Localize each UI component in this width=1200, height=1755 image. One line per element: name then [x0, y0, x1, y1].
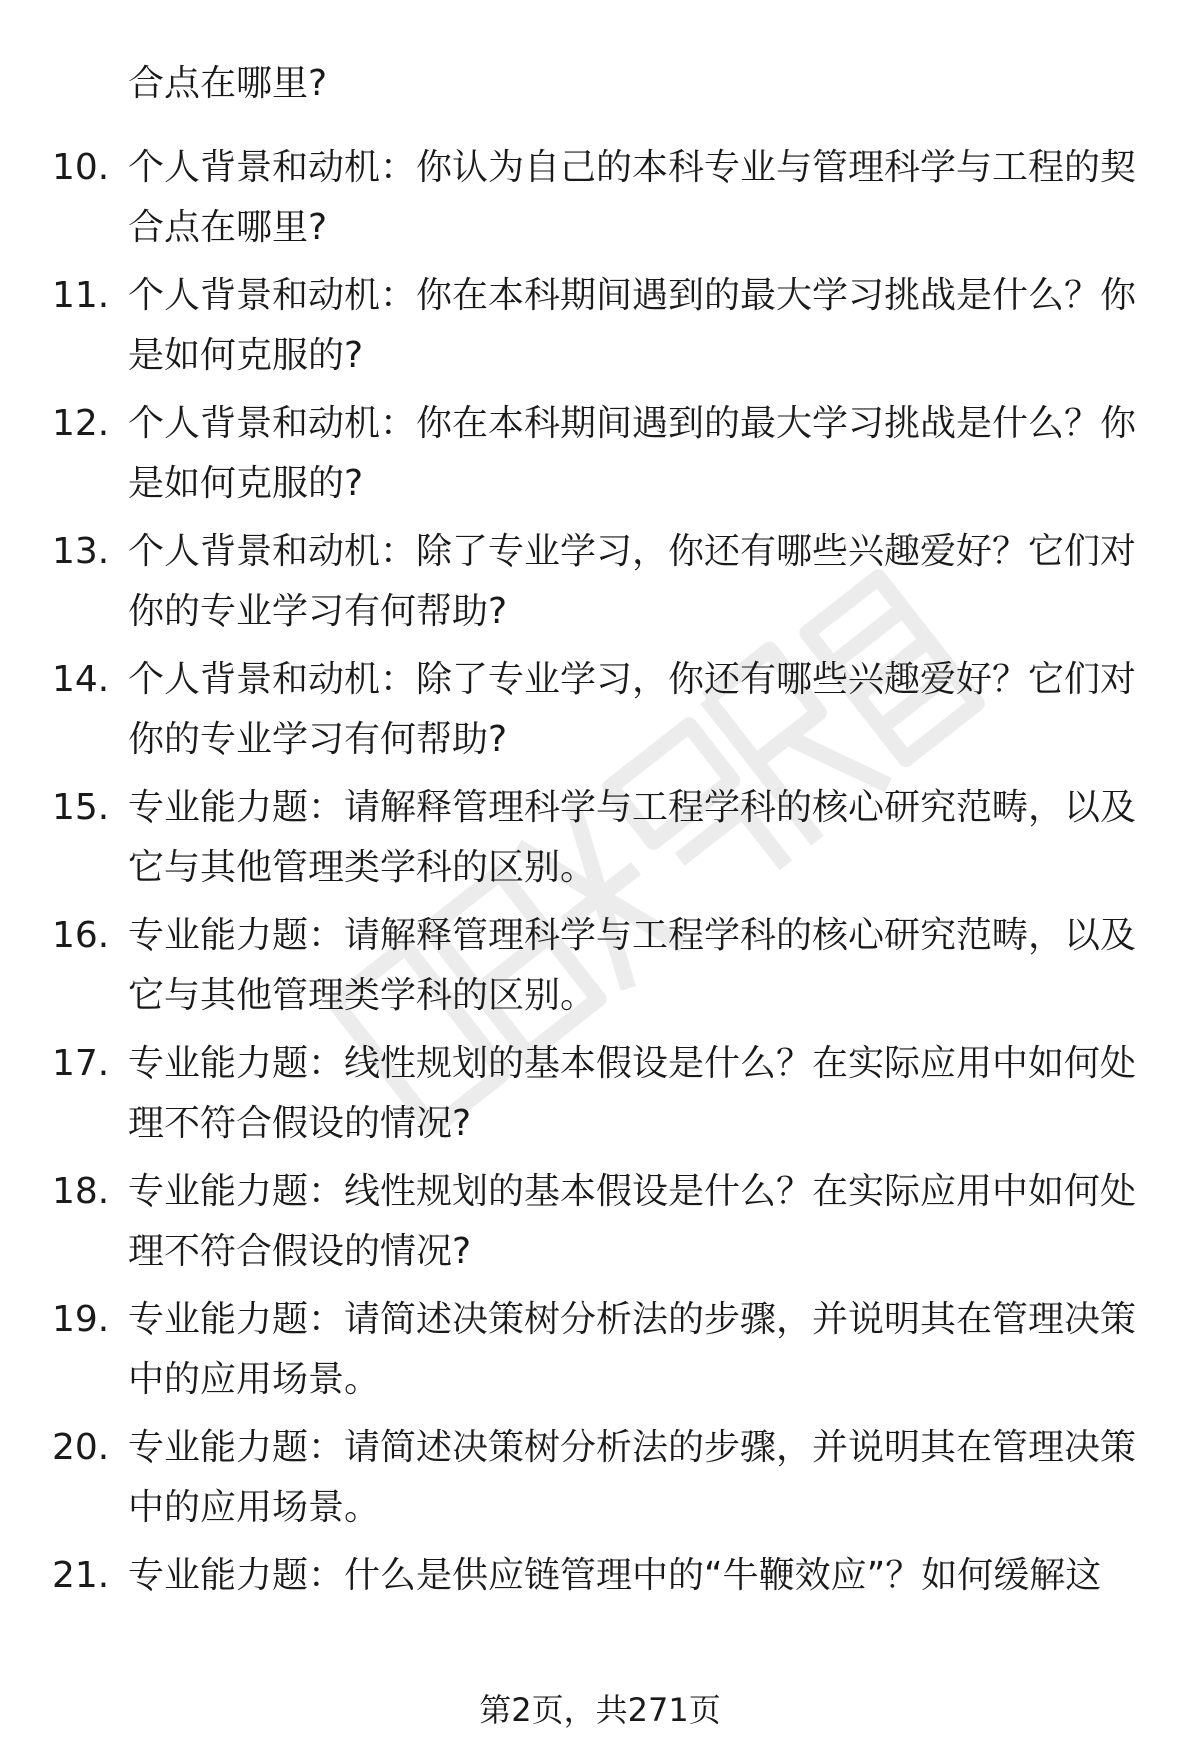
question-line: 理不符合假设的情况? — [128, 1231, 472, 1272]
question-line: 合点在哪里? — [128, 207, 328, 248]
question-number: 15. — [52, 787, 110, 828]
question-line: 是如何克服的? — [128, 335, 364, 376]
question-text — [128, 906, 1138, 1026]
list-item — [0, 1162, 1200, 1290]
question-text — [128, 138, 1138, 258]
question-text — [128, 522, 1138, 642]
list-item — [0, 266, 1200, 394]
list-item — [0, 1290, 1200, 1418]
page-footer: 第2页，共271页 — [479, 1691, 721, 1729]
question-text — [128, 1418, 1138, 1538]
list-item — [0, 138, 1200, 266]
question-number: 19. — [52, 1299, 110, 1340]
question-text — [128, 1034, 1138, 1154]
list-item — [0, 1546, 1200, 1674]
question-line: 中的应用场景。 — [128, 1487, 381, 1528]
list-item — [0, 650, 1200, 778]
question-number: 11. — [52, 275, 110, 316]
question-line: 专业能力题：什么是供应链管理中的“牛鞭效应”？如何缓解这 — [128, 1555, 1102, 1596]
list-item — [0, 394, 1200, 522]
question-text — [128, 778, 1138, 898]
question-number: 21. — [52, 1555, 110, 1596]
list-item — [0, 522, 1200, 650]
question-line: 中的应用场景。 — [128, 1359, 381, 1400]
question-line: 你的专业学习有何帮助? — [128, 719, 508, 760]
question-number: 16. — [52, 915, 110, 956]
question-line: 理不符合假设的情况? — [128, 1103, 472, 1144]
question-text — [128, 394, 1138, 514]
question-number: 14. — [52, 659, 110, 700]
question-line: 专业能力题：线性规划的基本假设是什么？在实际应用中如何处 — [128, 1043, 1137, 1084]
question-text — [128, 1162, 1138, 1282]
question-line: 专业能力题：请解释管理科学与工程学科的核心研究范畴，以及 — [128, 915, 1137, 956]
question-number: 18. — [52, 1171, 110, 1212]
question-number: 10. — [52, 147, 110, 188]
question-line: 专业能力题：请解释管理科学与工程学科的核心研究范畴，以及 — [128, 787, 1137, 828]
question-list — [0, 138, 1200, 1674]
question-line: 个人背景和动机：你在本科期间遇到的最大学习挑战是什么？你 — [128, 403, 1137, 444]
question-line: 个人背景和动机：除了专业学习，你还有哪些兴趣爱好？它们对 — [128, 659, 1137, 700]
list-item — [0, 906, 1200, 1034]
question-line: 你的专业学习有何帮助? — [128, 591, 508, 632]
question-number: 17. — [52, 1043, 110, 1084]
question-text — [128, 650, 1138, 770]
question-text — [128, 1290, 1138, 1410]
question-line: 个人背景和动机：除了专业学习，你还有哪些兴趣爱好？它们对 — [128, 531, 1137, 572]
list-item — [0, 1034, 1200, 1162]
question-line: 它与其他管理类学科的区别。 — [128, 975, 597, 1016]
question-text — [128, 1546, 1138, 1606]
list-item — [0, 1418, 1200, 1546]
question-line: 个人背景和动机：你认为自己的本科专业与管理科学与工程的契 — [128, 147, 1137, 188]
list-item — [0, 778, 1200, 906]
question-line: 专业能力题：请简述决策树分析法的步骤，并说明其在管理决策 — [128, 1427, 1137, 1468]
question-line: 专业能力题：请简述决策树分析法的步骤，并说明其在管理决策 — [128, 1299, 1137, 1340]
question-line: 是如何克服的? — [128, 463, 364, 504]
question-line: 它与其他管理类学科的区别。 — [128, 847, 597, 888]
question-line: 个人背景和动机：你在本科期间遇到的最大学习挑战是什么？你 — [128, 275, 1137, 316]
question-number: 12. — [52, 403, 110, 444]
question-line: 专业能力题：线性规划的基本假设是什么？在实际应用中如何处 — [128, 1171, 1137, 1212]
question-number: 13. — [52, 531, 110, 572]
question-text — [128, 266, 1138, 386]
question-number: 20. — [52, 1427, 110, 1468]
continued-question-text: 合点在哪里? — [128, 63, 328, 104]
